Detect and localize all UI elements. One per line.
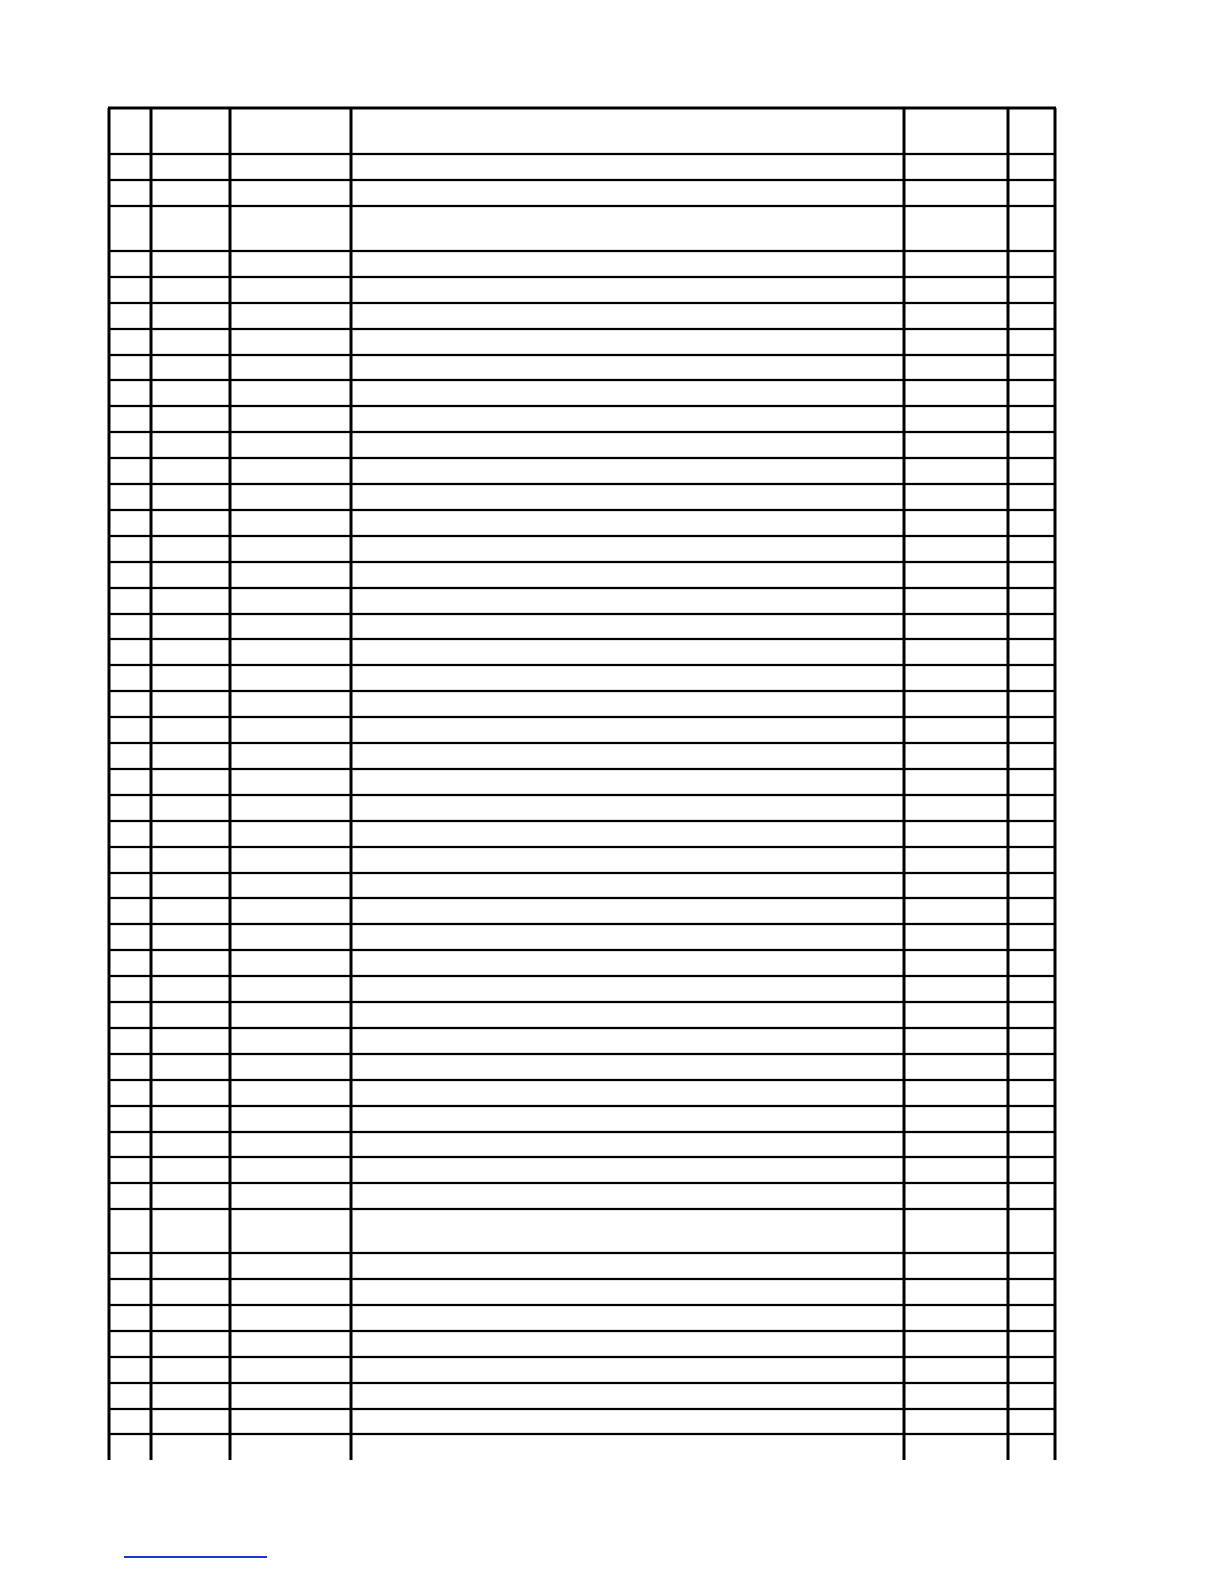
row-dividers	[108, 108, 1056, 1434]
footer-link[interactable]	[124, 1556, 267, 1558]
column-dividers	[109, 108, 1055, 1460]
